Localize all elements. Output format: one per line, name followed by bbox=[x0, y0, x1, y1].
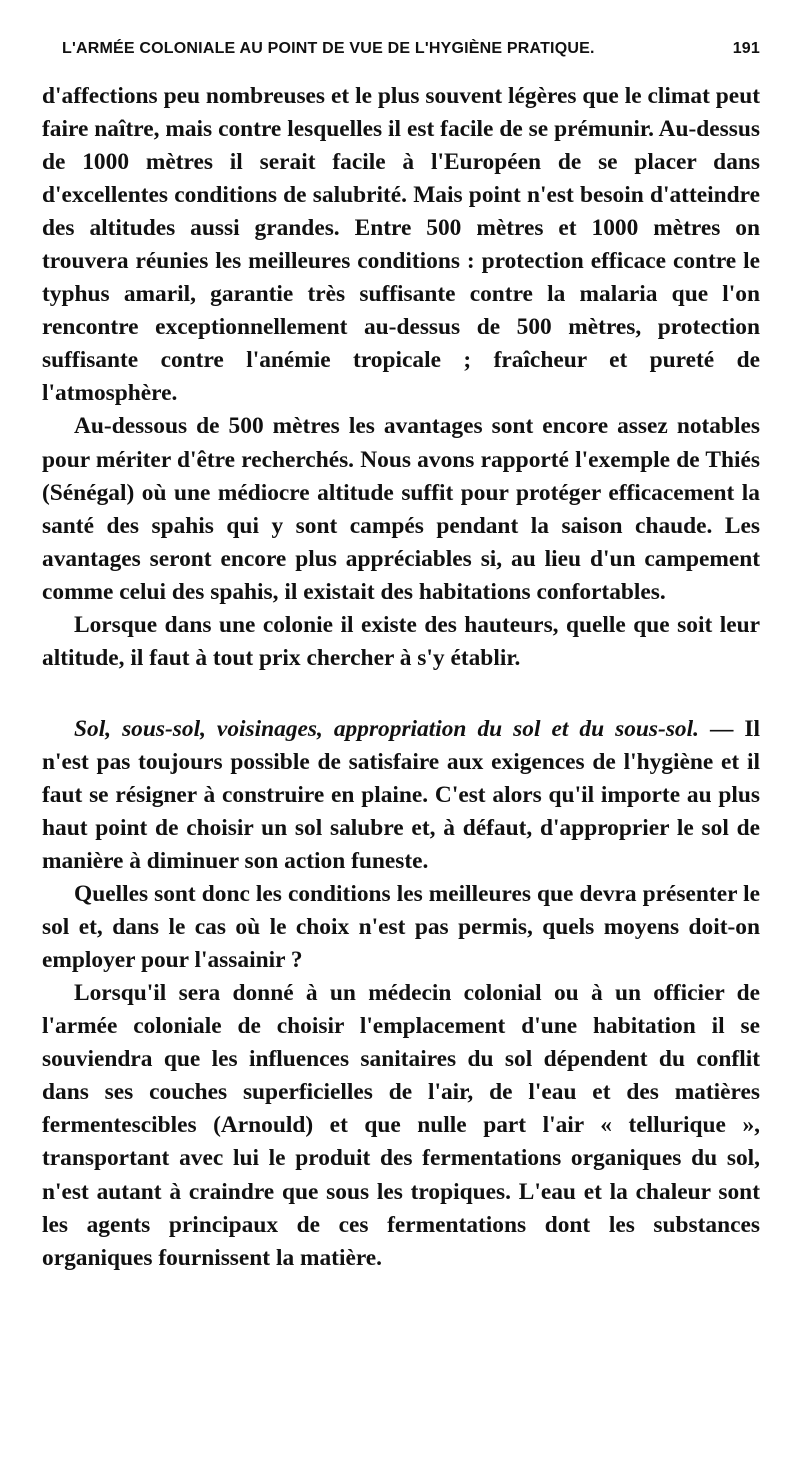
section-text: — Il n'est pas toujours possible de satisfaire aux exigences de l'hygiène et il faut se résigner à construire en plaine. C'est alors qu'il importe au plus haut point de choisir un sol salubre et, à défaut, d'approprier le sol de manière à diminuer son action funeste. bbox=[42, 715, 760, 875]
book-page bbox=[42, 40, 760, 1275]
paragraph: Au-dessous de 500 mètres les avantages sont encore assez notables pour mériter d'être recherchés. Nous avons rapporté l'exemple de Thiés (Sénégal) où une médiocre altitude suffit pour protéger efficacement la santé des spahis qui y sont campés pendant la saison chaude. Les avantages seront encore plus appréciables si, au lieu d'un campement comme celui des spahis, il existait des habitations confortables. bbox=[42, 413, 760, 605]
paragraph: Lorsqu'il sera donné à un médecin colonial ou à un officier de l'armée coloniale de choisir l'emplacement d'une habitation il se souviendra que les influences sanitaires du sol dépendent du conflit dans ses couches superficielles de l'air, de l'eau et des matières fermentescibles (Arnould) et que nulle part l'air « tellurique », transportant avec lui le produit des fermentations organiques du sol, n'est autant à craindre que sous les tropiques. L'eau et la chaleur sont les agents principaux de ces fermentations dont les substances organiques fournissent la matière. bbox=[42, 980, 760, 1271]
page-number: 191 bbox=[732, 40, 760, 57]
paragraph: d'affections peu nombreuses et le plus souvent légères que le climat peut faire naître, mais contre lesquelles il est facile de se prémunir. Au-dessus de 1000 mètres il serait facile à l'Européen de se placer dans d'excellentes conditions de salubrité. Mais point n'est besoin d'atteindre des altitudes aussi grandes. Entre 500 mètres et 1000 mètres on trouvera réunies les meilleures conditions : protection efficace contre le typhus amaril, garantie très suffisante contre la malaria que l'on rencontre exceptionnellement au-dessus de 500 mètres, protection suffisante contre l'anémie tropicale ; fraîcheur et pureté de l'atmosphère. bbox=[42, 83, 760, 407]
running-title: L'ARMÉE COLONIALE AU POINT DE VUE DE L'HYGIÈNE PRATIQUE. bbox=[62, 40, 595, 57]
paragraph: Lorsque dans une colonie il existe des hauteurs, quelle que soit leur altitude, il faut à tout prix chercher à s'y établir. bbox=[42, 611, 760, 671]
body-text bbox=[42, 80, 760, 1275]
section-paragraph bbox=[42, 713, 760, 878]
running-head bbox=[42, 40, 760, 62]
section-title: Sol, sous-sol, voisinages, appropriation du sol et du sous-sol. bbox=[74, 715, 699, 742]
paragraph: Quelles sont donc les conditions les meilleures que devra présenter le sol et, dans le cas où le choix n'est pas permis, quels moyens doit-on employer pour l'assainir ? bbox=[42, 881, 760, 974]
